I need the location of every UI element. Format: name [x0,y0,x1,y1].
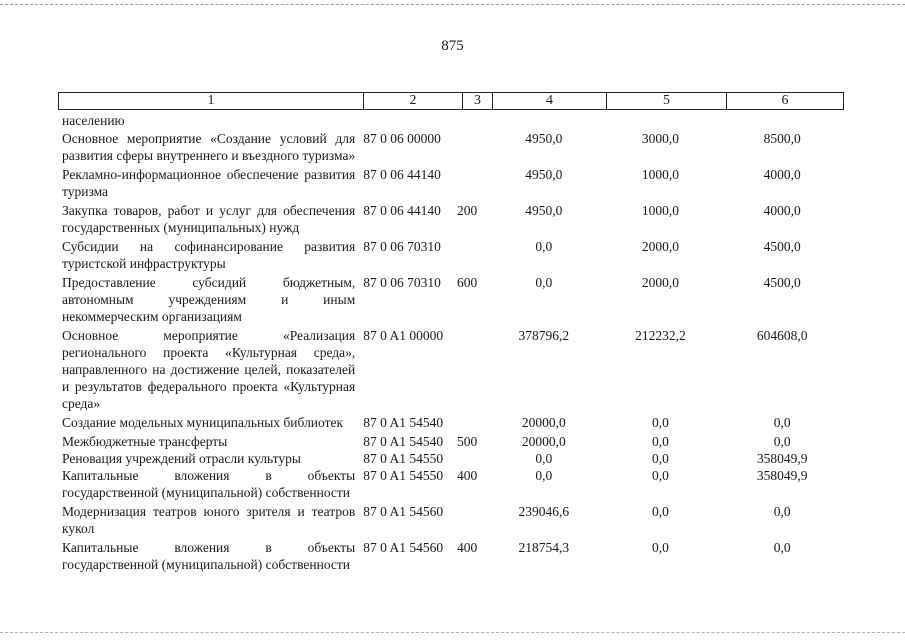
header-col-6: 6 [781,93,789,108]
row-value-3: 0,0 [773,415,791,430]
row-value-2: 0,0 [652,451,669,466]
table-row [62,166,844,200]
row-value-3 [720,112,844,129]
table-row [62,450,844,467]
row-name: населению [62,113,125,128]
row-code: 87 0 06 44140 [363,203,441,218]
row-value-3: 4500,0 [763,275,801,290]
row-code: 87 0 A1 00000 [363,328,444,343]
header-col-1: 1 [59,93,364,109]
row-value-2: 2000,0 [641,275,680,290]
row-value-3: 358049,9 [756,468,808,483]
row-value-1: 4950,0 [525,131,563,146]
row-value-2: 212232,2 [635,328,686,343]
row-value-3: 358049,9 [756,451,808,466]
row-type: 500 [457,434,478,449]
row-value-2: 0,0 [652,468,669,483]
row-type [457,450,487,467]
row-code: 87 0 A1 54560 [363,540,444,555]
row-name: Предоставление субсидий бюджетным, автономным учреждениям и иным некоммерческим организациям [62,275,356,324]
row-value-2: 0,0 [652,434,669,449]
row-name: Основное мероприятие «Реализация регионального проекта «Культурная среда», направленного на достижение целей, показателей и результатов федерального проекта «Культурная среда» [62,328,356,411]
row-code: 87 0 A1 54540 [363,434,444,449]
table-row [62,539,844,573]
row-value-3: 8500,0 [763,131,801,146]
row-value-1: 0,0 [535,275,553,290]
row-name: Закупка товаров, работ и услуг для обеспечения государственных (муниципальных) нужд [62,203,356,235]
row-value-3: 0,0 [773,434,791,449]
row-value-2: 0,0 [652,415,669,430]
row-type: 400 [457,540,478,555]
table-body [62,112,844,574]
row-type [457,112,487,129]
row-value-1: 218754,3 [518,540,570,555]
row-code: 87 0 A1 54550 [363,451,444,466]
row-name: Модернизация театров юного зрителя и театров кукол [62,504,356,536]
row-value-1: 4950,0 [525,167,563,182]
row-name: Создание модельных муниципальных библиотек [62,415,344,430]
row-value-1: 4950,0 [525,203,563,218]
row-type [457,238,487,272]
row-type [457,166,487,200]
row-value-2: 1000,0 [641,167,680,182]
table-row [62,433,844,450]
row-value-3: 4000,0 [763,167,801,182]
row-value-3: 0,0 [773,504,791,519]
row-value-2: 3000,0 [641,131,680,146]
table-row [62,112,844,129]
row-code: 87 0 A1 54560 [363,504,444,519]
table-row [62,414,844,431]
table-row [62,130,844,164]
row-name: Субсидии на софинансирование развития туристской инфраструктуры [62,239,356,271]
row-code: 87 0 06 70310 [363,275,441,290]
header-col-5: 5 [607,93,727,109]
row-value-3: 4000,0 [763,203,801,218]
row-type: 600 [457,275,478,290]
row-value-1 [487,112,601,129]
header-col-3: 3 [463,93,493,109]
table-row [62,274,844,325]
table-row [62,503,844,537]
row-value-1: 0,0 [535,451,553,466]
row-value-1: 239046,6 [518,504,570,519]
row-name: Межбюджетные трансферты [62,434,228,449]
row-value-1: 0,0 [535,468,553,483]
header-col-4: 4 [493,93,607,109]
page-number: 875 [441,38,464,54]
row-value-2 [601,112,721,129]
row-value-3: 604608,0 [756,328,808,343]
row-type: 200 [457,203,478,218]
row-value-3: 4500,0 [763,239,801,254]
row-code: 87 0 06 70310 [363,239,441,254]
row-name: Реновация учреждений отрасли культуры [62,451,301,466]
row-type [457,414,487,431]
top-scan-edge [0,4,905,5]
header-col-2: 2 [364,93,463,109]
bottom-scan-edge [0,632,905,633]
row-value-1: 0,0 [535,239,553,254]
table-row [62,327,844,412]
row-code: 87 0 06 44140 [363,167,441,182]
table-row [62,238,844,272]
row-value-3: 0,0 [773,540,791,555]
row-value-1: 20000,0 [521,415,566,430]
row-type [457,130,487,164]
row-type [457,327,487,412]
row-code: 87 0 A1 54540 [363,415,444,430]
row-value-2: 2000,0 [641,239,680,254]
row-code [361,112,457,129]
row-value-2: 1000,0 [641,203,680,218]
row-name: Капитальные вложения в объекты государственной (муниципальной) собственности [62,468,356,500]
table-row [62,467,844,501]
row-name: Основное мероприятие «Создание условий для развития сферы внутреннего и въездного туризма» [62,131,356,163]
row-value-1: 378796,2 [518,328,570,343]
table-header [58,92,844,110]
row-name: Капитальные вложения в объекты государственной (муниципальной) собственности [62,540,356,572]
row-type: 400 [457,468,478,483]
row-value-2: 0,0 [652,540,669,555]
row-code: 87 0 06 00000 [363,131,441,146]
table-row [62,202,844,236]
row-value-1: 20000,0 [521,434,566,449]
row-name: Рекламно-информационное обеспечение развития туризма [62,167,356,199]
row-type [457,503,487,537]
row-code: 87 0 A1 54550 [363,468,444,483]
row-value-2: 0,0 [652,504,669,519]
